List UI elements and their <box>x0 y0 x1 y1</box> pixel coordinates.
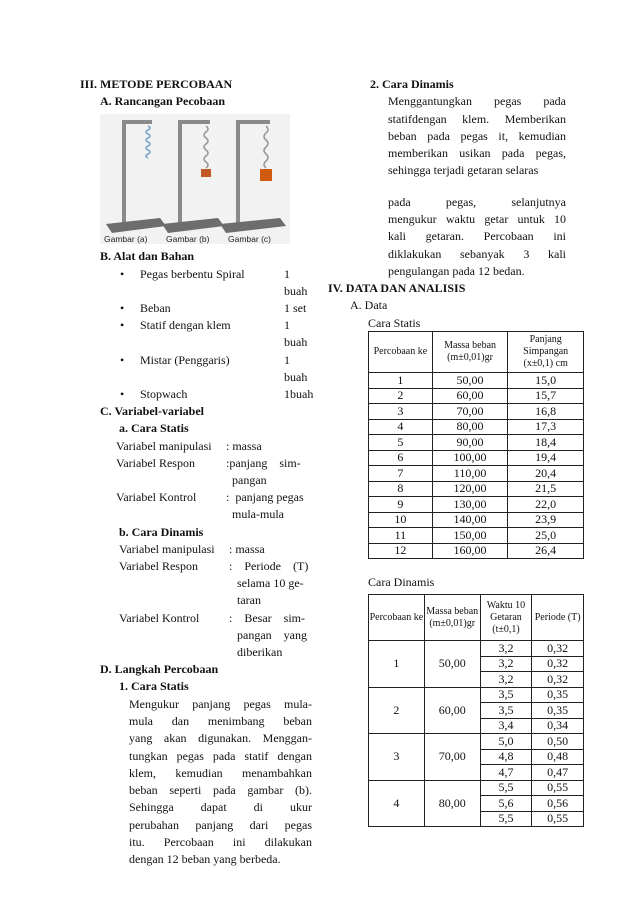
table-cell: 50,00 <box>432 373 508 389</box>
table-cell: 16,8 <box>508 404 584 420</box>
table-cell: 0,47 <box>532 765 584 781</box>
table-cell: 0,32 <box>532 641 584 657</box>
table-cell: 3,5 <box>480 703 532 719</box>
table-cell: 3 <box>369 734 425 781</box>
table-cell: 0,55 <box>532 811 584 827</box>
table-cell: 26,4 <box>508 543 584 559</box>
table-cell: 60,00 <box>424 687 480 734</box>
table-cell: 5,6 <box>480 796 532 812</box>
apparatus-figure <box>100 114 290 244</box>
table-cell: 70,00 <box>424 734 480 781</box>
table-row <box>369 450 584 466</box>
cara-dinamis-label: Cara Dinamis <box>368 575 435 589</box>
table-header: Percobaan ke <box>369 332 433 373</box>
table-row <box>369 435 584 451</box>
table-cell: 9 <box>369 497 433 513</box>
dinamis-step-heading: 2. Cara Dinamis <box>370 77 454 91</box>
table-cell: 5 <box>369 435 433 451</box>
table-row <box>369 734 584 750</box>
table-header: Panjang Simpangan (x±0,1) cm <box>508 332 584 373</box>
statis-step-heading: 1. Cara Statis <box>119 679 189 694</box>
dinamis-step-paragraph-2: pada pegas, selanjutnya mengukur waktu getar untuk 10 kali getaran. Percobaan ini diklakukan sebanyak 3 kali pengulangan pada 12 bedan. <box>388 194 566 278</box>
table-cell: 3,2 <box>480 641 532 657</box>
table-cell: 0,34 <box>532 718 584 734</box>
table-row <box>369 466 584 482</box>
table-cell: 5,0 <box>480 734 532 750</box>
table-header: Waktu 10 Getaran (t±0,1) <box>480 595 532 641</box>
table-cell: 6 <box>369 450 433 466</box>
table-cell: 25,0 <box>508 528 584 544</box>
table-cell: 80,00 <box>424 780 480 827</box>
table-cell: 22,0 <box>508 497 584 513</box>
table-cell: 1 <box>369 641 425 688</box>
table-row <box>369 641 584 657</box>
table-cell: 15,7 <box>508 388 584 404</box>
table-row <box>369 419 584 435</box>
list-item: • Stopwach 1buah <box>120 387 314 402</box>
table-cell: 3,2 <box>480 656 532 672</box>
static-data-table <box>368 331 584 559</box>
dynamic-table-body <box>369 641 584 827</box>
figure-label-a: Gambar (a) <box>104 234 148 245</box>
list-item: • Beban 1 set <box>120 301 307 316</box>
table-cell: 100,00 <box>432 450 508 466</box>
table-cell: 3,5 <box>480 687 532 703</box>
list-item: • Pegas berbentu Spiral 1 buah <box>120 266 308 298</box>
table-row <box>369 528 584 544</box>
alat-heading: B. Alat dan Bahan <box>100 249 195 264</box>
langkah-heading: D. Langkah Percobaan <box>100 662 219 677</box>
table-cell: 2 <box>369 388 433 404</box>
table-cell: 4 <box>369 419 433 435</box>
table-row <box>369 512 584 528</box>
table-cell: 0,32 <box>532 656 584 672</box>
table-row <box>369 780 584 796</box>
statis-step-paragraph: Mengukur panjang pegas mula- mula dan menimbang beban yang akan digunakan. Menggan- tungkan pegas pada statif dengan klem, kemudian menambahkan beban seperti pada gambar (b). Sehingga dapat di ukur perubahan panjang dari pegas itu. Percobaan ini dilakukan dengan 12 beban yang berbeda. <box>129 696 312 867</box>
table-row <box>369 373 584 389</box>
figure-label-c: Gambar (c) <box>228 234 271 245</box>
table-cell: 90,00 <box>432 435 508 451</box>
table-cell: 70,00 <box>432 404 508 420</box>
table-cell: 60,00 <box>432 388 508 404</box>
table-cell: 11 <box>369 528 433 544</box>
table-cell: 130,00 <box>432 497 508 513</box>
table-cell: 19,4 <box>508 450 584 466</box>
table-cell: 110,00 <box>432 466 508 482</box>
statis-var-block: Variabel manipulasi : massa Variabel Respon :panjang sim- pangan Variabel Kontrol : panjang pegas mula-mula <box>116 438 304 522</box>
table-cell: 5,5 <box>480 780 532 796</box>
tool-list <box>80 266 312 404</box>
table-header: Massa beban (m±0,01)gr <box>432 332 508 373</box>
table-cell: 10 <box>369 512 433 528</box>
table-cell: 4 <box>369 780 425 827</box>
dinamis-var-block: Variabel manipulasi : massa Variabel Respon : Periode (T) selama 10 ge- taran Variabel Kontrol : Besar sim- pangan yang diberikan <box>119 541 309 660</box>
table-cell: 160,00 <box>432 543 508 559</box>
table-cell: 0,50 <box>532 734 584 750</box>
table-cell: 4,8 <box>480 749 532 765</box>
table-cell: 0,35 <box>532 703 584 719</box>
table-cell: 21,5 <box>508 481 584 497</box>
table-cell: 8 <box>369 481 433 497</box>
table-cell: 15,0 <box>508 373 584 389</box>
table-cell: 20,4 <box>508 466 584 482</box>
table-cell: 23,9 <box>508 512 584 528</box>
table-cell: 0,48 <box>532 749 584 765</box>
table-cell: 120,00 <box>432 481 508 497</box>
dinamis-step-paragraph: Menggantungkan pegas pada statifdengan klem. Memberikan beban pada pegas it, kemudian memberikan usikan pada pegas, sehingga terjadi getaran selaras <box>388 94 566 178</box>
table-cell: 1 <box>369 373 433 389</box>
table-row <box>369 481 584 497</box>
table-cell: 3,2 <box>480 672 532 688</box>
figure-label-b: Gambar (b) <box>166 234 210 245</box>
table-cell: 5,5 <box>480 811 532 827</box>
table-cell: 4,7 <box>480 765 532 781</box>
table-cell: 3,4 <box>480 718 532 734</box>
table-cell: 0,55 <box>532 780 584 796</box>
table-row <box>369 543 584 559</box>
dinamis-var-heading: b. Cara Dinamis <box>119 524 204 539</box>
list-item: • Statif dengan klem 1 buah <box>120 318 308 350</box>
variabel-heading: C. Variabel-variabel <box>100 404 204 419</box>
table-cell: 50,00 <box>424 641 480 688</box>
data-heading: A. Data <box>350 298 388 313</box>
left-column <box>80 76 312 869</box>
table-cell: 7 <box>369 466 433 482</box>
cara-statis-label: Cara Statis <box>368 315 421 330</box>
apparatus-illustration <box>100 114 290 244</box>
table-row <box>369 497 584 513</box>
rancangan-heading: A. Rancangan Pecobaan <box>100 94 226 109</box>
table-cell: 80,00 <box>432 419 508 435</box>
list-item: • Mistar (Penggaris) 1 buah <box>120 352 308 384</box>
table-cell: 2 <box>369 687 425 734</box>
dynamic-data-table <box>368 594 584 827</box>
table-row <box>369 404 584 420</box>
table-cell: 3 <box>369 404 433 420</box>
table-cell: 17,3 <box>508 419 584 435</box>
table-cell: 12 <box>369 543 433 559</box>
section-3-title: III. METODE PERCOBAAN <box>80 77 233 91</box>
table-row <box>369 687 584 703</box>
section-4-title: IV. DATA DAN ANALISIS <box>328 281 466 296</box>
table-cell: 0,56 <box>532 796 584 812</box>
table-header: Percobaan ke <box>369 595 425 641</box>
table-cell: 140,00 <box>432 512 508 528</box>
table-cell: 150,00 <box>432 528 508 544</box>
table-header: Massa beban (m±0,01)gr <box>424 595 480 641</box>
table-header: Periode (T) <box>532 595 584 641</box>
table-row <box>369 388 584 404</box>
table-cell: 0,32 <box>532 672 584 688</box>
table-cell: 0,35 <box>532 687 584 703</box>
right-column <box>328 76 581 826</box>
statis-var-heading: a. Cara Statis <box>119 421 189 436</box>
static-table-body <box>369 373 584 559</box>
table-cell: 18,4 <box>508 435 584 451</box>
